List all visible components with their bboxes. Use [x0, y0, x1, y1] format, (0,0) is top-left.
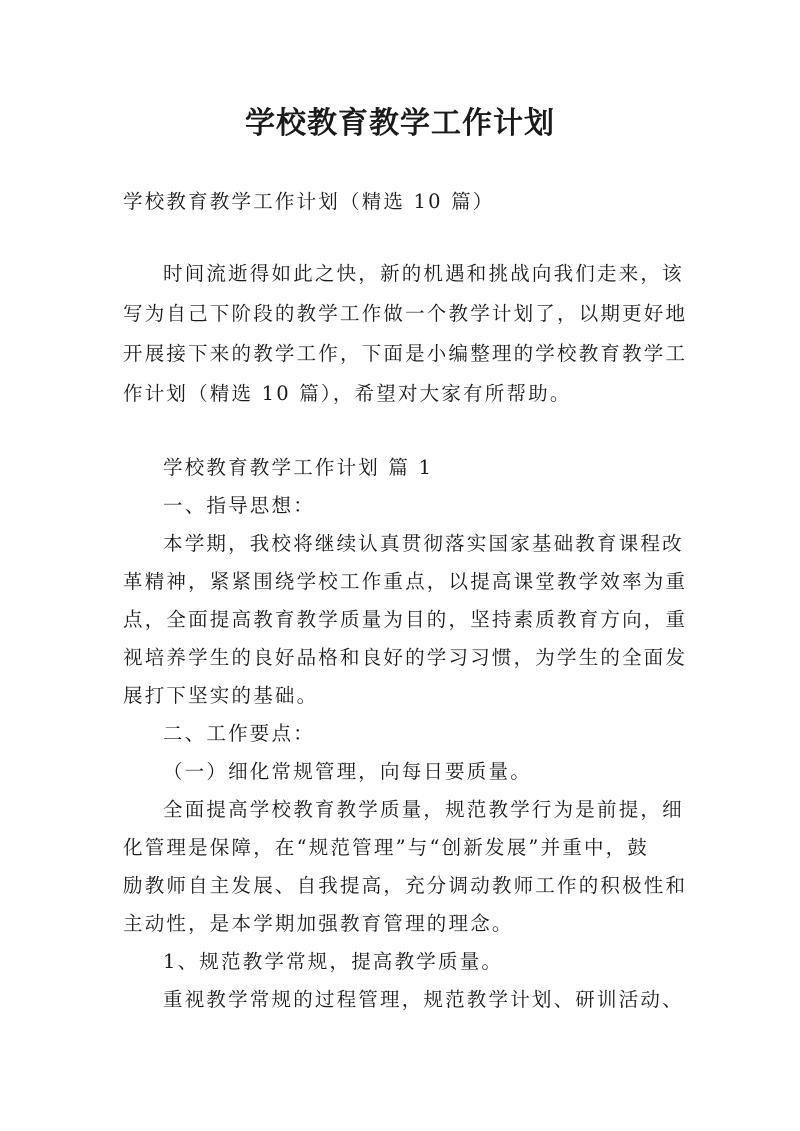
paragraph-line: 点，全面提高教育教学质量为目的，坚持素质教育方向，重	[123, 608, 688, 631]
paragraph-line: 主动性，是本学期加强教育管理的理念。	[123, 912, 514, 935]
paragraph-line: 本学期，我校将继续认真贯彻落实国家基础教育课程改	[163, 532, 684, 555]
paragraph-line: 时间流逝得如此之快，新的机遇和挑战向我们走来，该	[163, 262, 684, 285]
paragraph-line: 视培养学生的良好品格和良好的学习习惯，为学生的全面发	[123, 646, 688, 669]
subheading: 一、指导思想：	[163, 494, 315, 517]
subheading: 二、工作要点：	[163, 722, 315, 745]
paragraph-line: 展打下坚实的基础。	[123, 684, 319, 707]
document-title: 学校教育教学工作计划	[245, 106, 555, 141]
paragraph-line: 开展接下来的教学工作，下面是小编整理的学校教育教学工	[123, 342, 688, 365]
document-subtitle: 学校教育教学工作计划（精选 10 篇）	[123, 190, 495, 213]
section-heading: 学校教育教学工作计划 篇 1	[163, 456, 434, 479]
paragraph-line: 革精神，紧紧围绕学校工作重点，以提高课堂教学效率为重	[123, 570, 688, 593]
paragraph-line: 作计划（精选 10 篇），希望对大家有所帮助。	[123, 382, 572, 405]
paragraph-line: 重视教学常规的过程管理，规范教学计划、研训活动、	[163, 988, 684, 1011]
paragraph-line: 写为自己下阶段的教学工作做一个教学计划了，以期更好地	[123, 302, 688, 325]
paragraph-line: 全面提高学校教育教学质量，规范教学行为是前提，细	[163, 798, 684, 821]
paragraph-line: 化管理是保障，在“规范管理”与“创新发展”并重中，鼓	[123, 836, 650, 859]
subheading: 1、规范教学常规，提高教学质量。	[163, 950, 504, 973]
subheading: （一）细化常规管理，向每日要质量。	[163, 760, 532, 783]
paragraph-line: 励教师自主发展、自我提高，充分调动教师工作的积极性和	[123, 874, 688, 897]
